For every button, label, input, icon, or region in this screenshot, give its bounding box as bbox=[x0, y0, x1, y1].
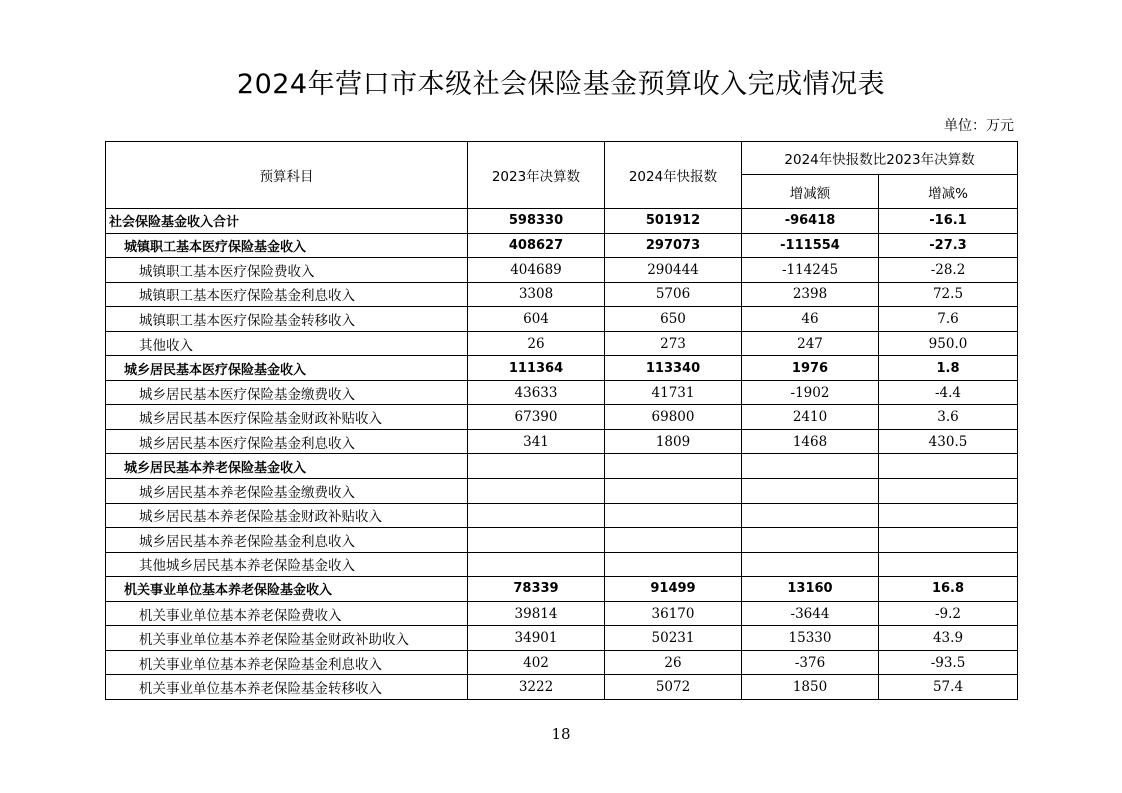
row-change-pct bbox=[879, 479, 1018, 504]
header-change-pct: 增减% bbox=[879, 175, 1018, 209]
row-flash-2024: 297073 bbox=[605, 233, 742, 258]
row-change-amount: 1468 bbox=[742, 429, 879, 454]
header-subject: 预算科目 bbox=[106, 142, 468, 209]
row-flash-2024: 41731 bbox=[605, 380, 742, 405]
row-subject: 机关事业单位基本养老保险基金利息收入 bbox=[106, 650, 468, 675]
page-number: 18 bbox=[551, 725, 571, 743]
row-subject: 城镇职工基本医疗保险费收入 bbox=[106, 258, 468, 283]
header-compare: 2024年快报数比2023年决算数 bbox=[742, 142, 1018, 175]
row-subject: 城乡居民基本养老保险基金收入 bbox=[106, 454, 468, 479]
row-final-2023: 598330 bbox=[468, 209, 605, 234]
row-flash-2024: 50231 bbox=[605, 626, 742, 651]
row-final-2023 bbox=[468, 503, 605, 528]
row-change-pct bbox=[879, 528, 1018, 553]
row-change-pct: 43.9 bbox=[879, 626, 1018, 651]
row-flash-2024 bbox=[605, 503, 742, 528]
row-subject: 机关事业单位基本养老保险基金收入 bbox=[106, 577, 468, 602]
row-subject: 城镇职工基本医疗保险基金利息收入 bbox=[106, 282, 468, 307]
row-flash-2024: 113340 bbox=[605, 356, 742, 381]
revenue-table bbox=[105, 141, 1018, 700]
header-final-2023: 2023年决算数 bbox=[468, 142, 605, 209]
row-change-amount: -96418 bbox=[742, 209, 879, 234]
row-change-pct: -9.2 bbox=[879, 601, 1018, 626]
row-flash-2024: 1809 bbox=[605, 429, 742, 454]
row-subject: 城乡居民基本医疗保险基金财政补贴收入 bbox=[106, 405, 468, 430]
row-flash-2024: 290444 bbox=[605, 258, 742, 283]
table-row bbox=[106, 577, 1018, 602]
row-change-amount bbox=[742, 552, 879, 577]
row-change-pct: 950.0 bbox=[879, 331, 1018, 356]
row-flash-2024: 36170 bbox=[605, 601, 742, 626]
row-change-amount: 15330 bbox=[742, 626, 879, 651]
row-subject: 城乡居民基本养老保险基金缴费收入 bbox=[106, 479, 468, 504]
row-change-pct: 72.5 bbox=[879, 282, 1018, 307]
row-subject: 城乡居民基本医疗保险基金利息收入 bbox=[106, 429, 468, 454]
table-row bbox=[106, 503, 1018, 528]
unit-label: 单位：万元 bbox=[944, 118, 1014, 134]
row-subject: 城乡居民基本养老保险基金财政补贴收入 bbox=[106, 503, 468, 528]
row-subject: 机关事业单位基本养老保险基金财政补助收入 bbox=[106, 626, 468, 651]
row-flash-2024: 5072 bbox=[605, 675, 742, 700]
table-row bbox=[106, 429, 1018, 454]
header-change-amount: 增减额 bbox=[742, 175, 879, 209]
row-flash-2024: 91499 bbox=[605, 577, 742, 602]
row-change-amount bbox=[742, 454, 879, 479]
page-title: 2024年营口市本级社会保险基金预算收入完成情况表 bbox=[236, 69, 886, 100]
row-change-amount: 13160 bbox=[742, 577, 879, 602]
row-final-2023 bbox=[468, 528, 605, 553]
table-row bbox=[106, 258, 1018, 283]
row-change-pct bbox=[879, 552, 1018, 577]
row-change-amount bbox=[742, 503, 879, 528]
row-change-pct: 7.6 bbox=[879, 307, 1018, 332]
row-change-pct: 57.4 bbox=[879, 675, 1018, 700]
row-change-pct: 3.6 bbox=[879, 405, 1018, 430]
row-flash-2024: 69800 bbox=[605, 405, 742, 430]
row-flash-2024 bbox=[605, 528, 742, 553]
row-change-pct bbox=[879, 454, 1018, 479]
row-final-2023: 78339 bbox=[468, 577, 605, 602]
row-subject: 其他收入 bbox=[106, 331, 468, 356]
row-change-amount: -111554 bbox=[742, 233, 879, 258]
row-final-2023: 43633 bbox=[468, 380, 605, 405]
table-body bbox=[106, 209, 1018, 700]
row-final-2023: 3308 bbox=[468, 282, 605, 307]
row-final-2023 bbox=[468, 479, 605, 504]
row-final-2023: 402 bbox=[468, 650, 605, 675]
row-change-pct: -28.2 bbox=[879, 258, 1018, 283]
row-subject: 城乡居民基本医疗保险基金缴费收入 bbox=[106, 380, 468, 405]
row-flash-2024 bbox=[605, 479, 742, 504]
table-row bbox=[106, 552, 1018, 577]
table-row bbox=[106, 356, 1018, 381]
row-change-amount: 2410 bbox=[742, 405, 879, 430]
table-row bbox=[106, 405, 1018, 430]
row-flash-2024: 5706 bbox=[605, 282, 742, 307]
header-flash-2024: 2024年快报数 bbox=[605, 142, 742, 209]
row-subject: 城镇职工基本医疗保险基金转移收入 bbox=[106, 307, 468, 332]
table-row bbox=[106, 626, 1018, 651]
row-flash-2024: 650 bbox=[605, 307, 742, 332]
row-subject: 城乡居民基本养老保险基金利息收入 bbox=[106, 528, 468, 553]
table-row bbox=[106, 528, 1018, 553]
table-row bbox=[106, 331, 1018, 356]
table-row bbox=[106, 282, 1018, 307]
row-flash-2024 bbox=[605, 454, 742, 479]
row-change-amount: -1902 bbox=[742, 380, 879, 405]
row-final-2023: 404689 bbox=[468, 258, 605, 283]
row-final-2023: 26 bbox=[468, 331, 605, 356]
row-final-2023 bbox=[468, 454, 605, 479]
row-final-2023: 39814 bbox=[468, 601, 605, 626]
row-change-amount: 1976 bbox=[742, 356, 879, 381]
row-change-amount bbox=[742, 528, 879, 553]
row-change-amount: -114245 bbox=[742, 258, 879, 283]
row-subject: 城镇职工基本医疗保险基金收入 bbox=[106, 233, 468, 258]
row-change-pct: 430.5 bbox=[879, 429, 1018, 454]
row-subject: 机关事业单位基本养老保险基金转移收入 bbox=[106, 675, 468, 700]
table-row bbox=[106, 454, 1018, 479]
row-flash-2024: 273 bbox=[605, 331, 742, 356]
row-change-amount: -3644 bbox=[742, 601, 879, 626]
row-flash-2024: 501912 bbox=[605, 209, 742, 234]
table-row bbox=[106, 479, 1018, 504]
row-final-2023: 111364 bbox=[468, 356, 605, 381]
row-subject: 社会保险基金收入合计 bbox=[106, 209, 468, 234]
row-change-pct: -93.5 bbox=[879, 650, 1018, 675]
row-change-pct: -27.3 bbox=[879, 233, 1018, 258]
row-flash-2024 bbox=[605, 552, 742, 577]
row-change-pct: -4.4 bbox=[879, 380, 1018, 405]
row-change-pct: -16.1 bbox=[879, 209, 1018, 234]
row-final-2023: 3222 bbox=[468, 675, 605, 700]
row-final-2023 bbox=[468, 552, 605, 577]
row-final-2023: 34901 bbox=[468, 626, 605, 651]
row-change-pct bbox=[879, 503, 1018, 528]
row-change-amount: 46 bbox=[742, 307, 879, 332]
table-row bbox=[106, 650, 1018, 675]
row-change-amount: 2398 bbox=[742, 282, 879, 307]
row-change-amount: 1850 bbox=[742, 675, 879, 700]
table-header bbox=[106, 142, 1018, 209]
row-subject: 其他城乡居民基本养老保险基金收入 bbox=[106, 552, 468, 577]
row-subject: 机关事业单位基本养老保险费收入 bbox=[106, 601, 468, 626]
row-final-2023: 604 bbox=[468, 307, 605, 332]
table-row bbox=[106, 601, 1018, 626]
row-subject: 城乡居民基本医疗保险基金收入 bbox=[106, 356, 468, 381]
table-row bbox=[106, 675, 1018, 700]
row-change-amount bbox=[742, 479, 879, 504]
row-change-amount: -376 bbox=[742, 650, 879, 675]
table-row bbox=[106, 380, 1018, 405]
row-flash-2024: 26 bbox=[605, 650, 742, 675]
row-change-amount: 247 bbox=[742, 331, 879, 356]
table-row bbox=[106, 233, 1018, 258]
row-change-pct: 1.8 bbox=[879, 356, 1018, 381]
row-change-pct: 16.8 bbox=[879, 577, 1018, 602]
table-row bbox=[106, 307, 1018, 332]
table-row bbox=[106, 209, 1018, 234]
row-final-2023: 408627 bbox=[468, 233, 605, 258]
row-final-2023: 67390 bbox=[468, 405, 605, 430]
row-final-2023: 341 bbox=[468, 429, 605, 454]
